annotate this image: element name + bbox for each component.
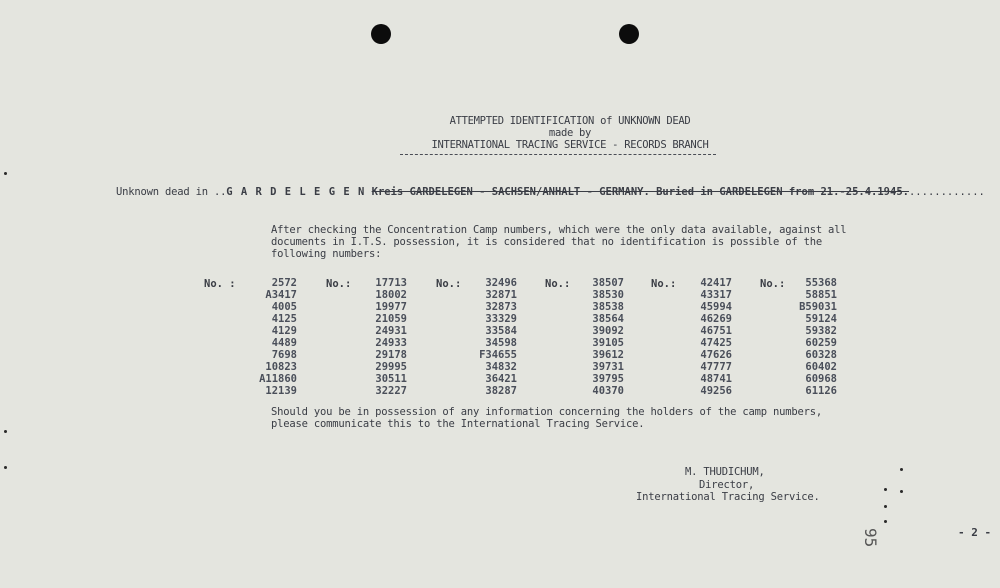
camp-number: F34655 [479, 349, 517, 361]
camp-number: 42417 [700, 277, 732, 289]
camp-number-column-1 [245, 277, 297, 397]
camp-number: 18002 [375, 289, 407, 301]
margin-mark [900, 490, 903, 493]
camp-number: 46751 [700, 325, 732, 337]
punch-hole-left [371, 24, 391, 44]
intro-line-1: After checking the Concentration Camp numbers, which were the only data available, against all [271, 224, 847, 236]
header-title: ATTEMPTED IDENTIFICATION of UNKNOWN DEAD [449, 115, 691, 127]
margin-mark [900, 468, 903, 471]
camp-number: 38530 [592, 289, 624, 301]
camp-number: 34598 [485, 337, 517, 349]
signature-title: Director, [699, 479, 755, 491]
camp-number: 36421 [485, 373, 517, 385]
camp-number: 45994 [700, 301, 732, 313]
punch-hole-right [619, 24, 639, 44]
camp-number: 39105 [592, 337, 624, 349]
camp-number: 24931 [375, 325, 407, 337]
camp-number: 2572 [271, 277, 297, 289]
camp-number: 47626 [700, 349, 732, 361]
camp-number: 39092 [592, 325, 624, 337]
camp-number: 38287 [485, 385, 517, 397]
header-organization: INTERNATIONAL TRACING SERVICE - RECORDS BRANCH [431, 139, 709, 151]
no-label-1: No. : [204, 278, 236, 290]
camp-number: 33329 [485, 313, 517, 325]
margin-number: 95 [861, 528, 880, 548]
margin-mark [884, 520, 887, 523]
camp-number: 47777 [700, 361, 732, 373]
camp-number-column-5 [680, 277, 732, 397]
camp-number: A3417 [265, 289, 297, 301]
margin-mark [884, 505, 887, 508]
camp-number: 32496 [485, 277, 517, 289]
camp-number: 38507 [592, 277, 624, 289]
camp-number: 49256 [700, 385, 732, 397]
camp-number: 32227 [375, 385, 407, 397]
camp-number: 58851 [805, 289, 837, 301]
camp-number: 43317 [700, 289, 732, 301]
camp-number-column-6 [785, 277, 837, 397]
intro-line-3: following numbers: [271, 248, 382, 260]
header-made-by: made by [548, 127, 592, 139]
camp-number: 60402 [805, 361, 837, 373]
camp-number: B59031 [799, 301, 837, 313]
signature-name: M. THUDICHUM, [685, 466, 765, 478]
camp-number: 60328 [805, 349, 837, 361]
camp-number: 12139 [265, 385, 297, 397]
margin-mark [4, 430, 7, 433]
camp-number: 38564 [592, 313, 624, 325]
camp-number: 38538 [592, 301, 624, 313]
camp-number-column-2 [355, 277, 407, 397]
camp-number: 4005 [271, 301, 297, 313]
camp-number: 48741 [700, 373, 732, 385]
camp-number: A11860 [259, 373, 297, 385]
camp-number-column-4 [572, 277, 624, 397]
margin-mark [4, 172, 7, 175]
camp-number: 59124 [805, 313, 837, 325]
burial-details: Kreis GARDELEGEN - SACHSEN/ANHALT - GERMANY. Buried in GARDELEGEN from 21.-25.4.1945. [371, 186, 909, 198]
camp-number: 47425 [700, 337, 732, 349]
camp-number: 4489 [271, 337, 297, 349]
camp-number: 30511 [375, 373, 407, 385]
camp-number: 46269 [700, 313, 732, 325]
camp-number: 55368 [805, 277, 837, 289]
camp-number: 21059 [375, 313, 407, 325]
camp-number: 29178 [375, 349, 407, 361]
header-divider [400, 154, 716, 155]
closing-line-1: Should you be in possession of any information concerning the holders of the camp numbers, [271, 406, 822, 418]
margin-mark [884, 488, 887, 491]
camp-number: 33584 [485, 325, 517, 337]
place-name: G A R D E L E G E N [226, 186, 366, 198]
camp-number: 4125 [271, 313, 297, 325]
unknown-dead-line [116, 186, 985, 198]
camp-number-column-3 [465, 277, 517, 397]
camp-number: 17713 [375, 277, 407, 289]
no-label-5: No.: [651, 278, 677, 290]
camp-number: 4129 [271, 325, 297, 337]
camp-number: 39731 [592, 361, 624, 373]
no-label-6: No.: [760, 278, 786, 290]
camp-number: 19977 [375, 301, 407, 313]
no-label-2: No.: [326, 278, 352, 290]
camp-number: 32871 [485, 289, 517, 301]
no-label-3: No.: [436, 278, 462, 290]
margin-mark [4, 466, 7, 469]
camp-number: 32873 [485, 301, 517, 313]
camp-number: 39612 [592, 349, 624, 361]
intro-line-2: documents in I.T.S. possession, it is considered that no identification is possible of the [271, 236, 822, 248]
camp-number: 60968 [805, 373, 837, 385]
camp-number: 59382 [805, 325, 837, 337]
camp-number: 10823 [265, 361, 297, 373]
camp-number: 61126 [805, 385, 837, 397]
page-number: - 2 - [958, 526, 992, 539]
camp-number: 40370 [592, 385, 624, 397]
camp-number: 29995 [375, 361, 407, 373]
unknown-dead-label: Unknown dead in .. [116, 186, 227, 198]
camp-number: 39795 [592, 373, 624, 385]
camp-number: 34832 [485, 361, 517, 373]
signature-organization: International Tracing Service. [636, 491, 820, 503]
no-label-4: No.: [545, 278, 571, 290]
camp-number: 60259 [805, 337, 837, 349]
camp-number: 24933 [375, 337, 407, 349]
camp-number: 7698 [271, 349, 297, 361]
closing-line-2: please communicate this to the International Tracing Service. [271, 418, 645, 430]
dotted-leader: ............ [908, 186, 985, 198]
